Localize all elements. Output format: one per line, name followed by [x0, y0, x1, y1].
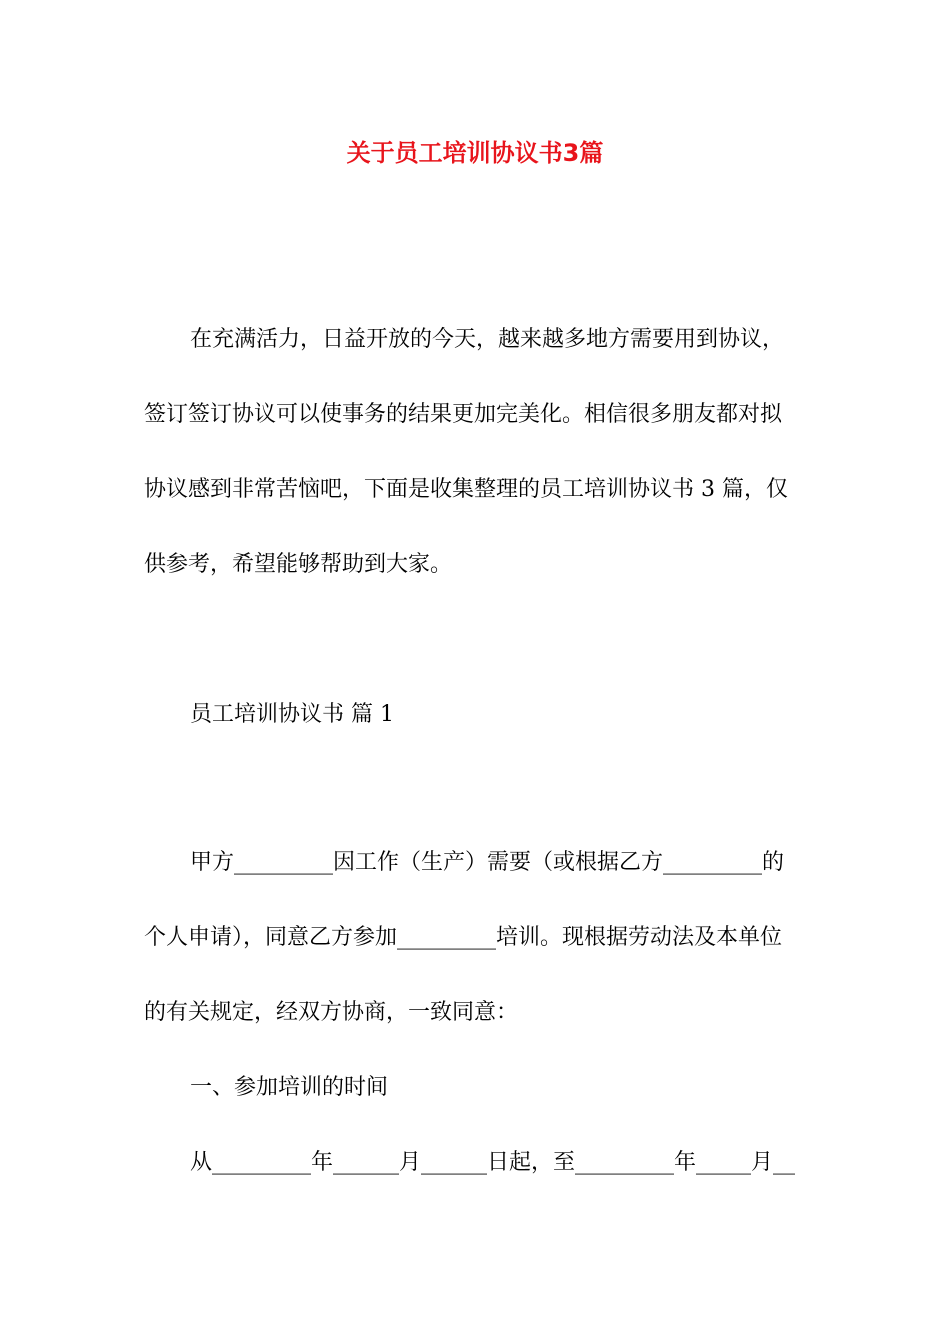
clause-1-date-line: 从_________年______月______日起，至_________年_____月__ [190, 1150, 796, 1175]
body-line-2: 个人申请），同意乙方参加_________培训。现根据劳动法及本单位 [144, 925, 783, 950]
intro-line-4: 供参考，希望能够帮助到大家。 [144, 552, 453, 577]
section-heading: 员工培训协议书 篇 1 [190, 702, 394, 727]
document-title: 关于员工培训协议书3篇 [346, 139, 604, 167]
intro-line-3: 协议感到非常苦恼吧，下面是收集整理的员工培训协议书 3 篇，仅 [144, 477, 788, 502]
intro-line-1: 在充满活力，日益开放的今天，越来越多地方需要用到协议， [190, 327, 785, 352]
body-line-3: 的有关规定，经双方协商，一致同意： [144, 1000, 519, 1025]
clause-1-heading: 一、参加培训的时间 [190, 1075, 389, 1100]
intro-line-2: 签订签订协议可以使事务的结果更加完美化。相信很多朋友都对拟 [144, 402, 783, 427]
body-line-1: 甲方_________因工作（生产）需要（或根据乙方_________的 [190, 850, 785, 875]
